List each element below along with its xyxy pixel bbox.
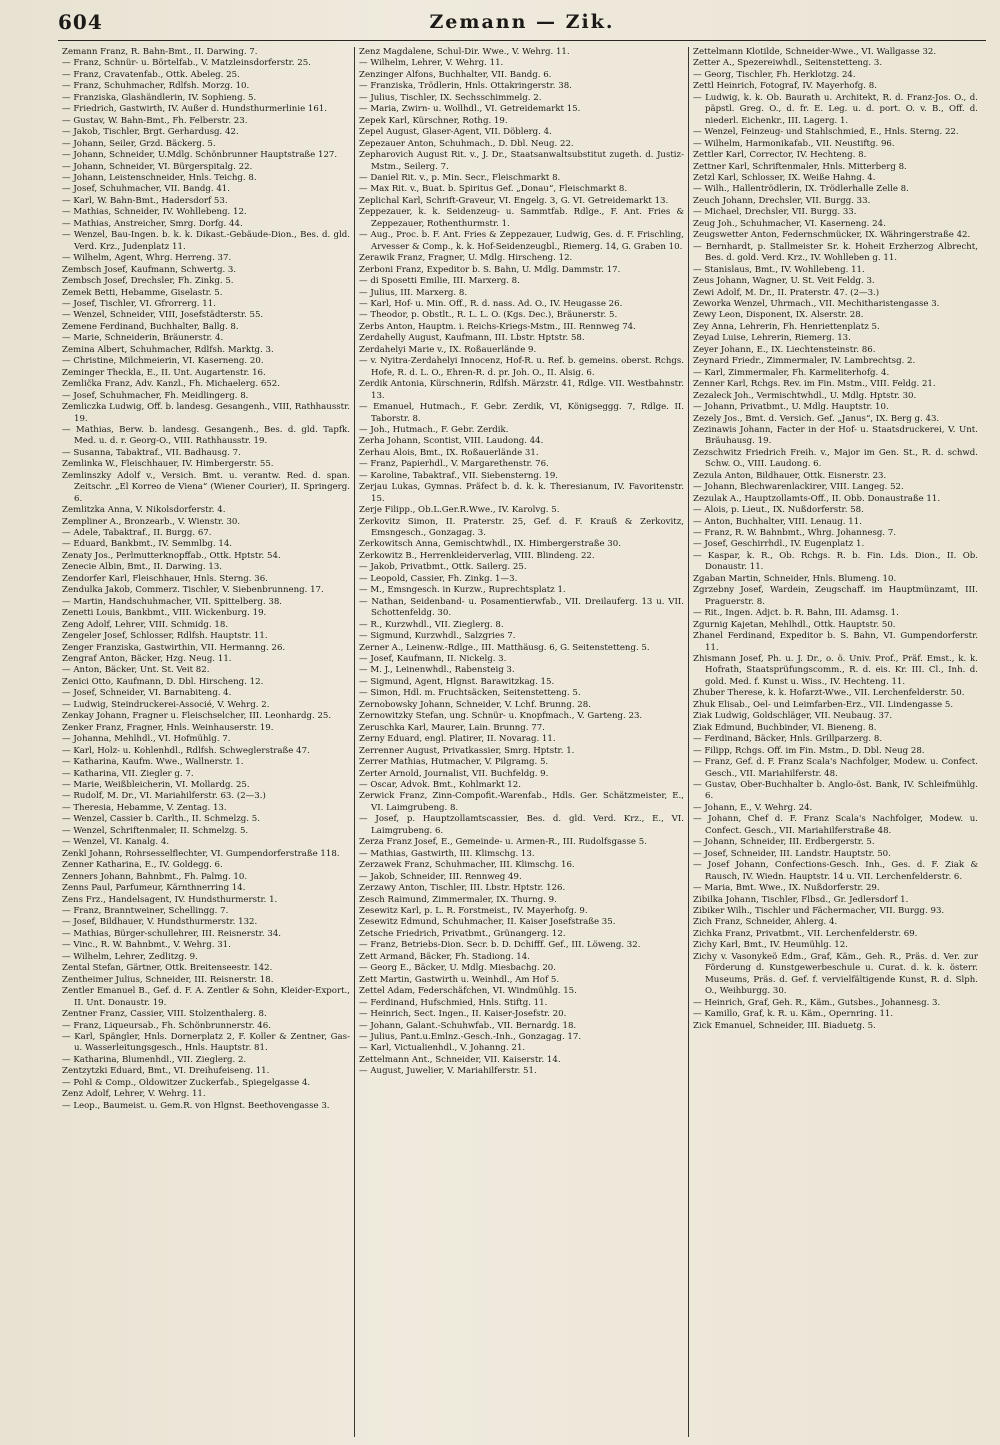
directory-entry: — Marie, Weißbleicherin, VI. Mollardg. 25.	[62, 780, 250, 790]
directory-entry: — Johann, Leistenschneider, Hnls. Teichg. 8.	[62, 172, 257, 183]
directory-entry: Zemina Albert, Schuhmacher, Rdlfsh. Marktg. 3.	[62, 344, 274, 355]
directory-entry: Zhanel Ferdinand, Expeditor b. S. Bahn, VI. Gumpendorferstr. 11.	[693, 631, 978, 653]
directory-entry: — Wenzel, VI. Kanalg. 4.	[62, 837, 170, 848]
directory-entry: — Ludwig, Steindruckerei-Associé, V. Wehrg. 2.	[62, 699, 270, 710]
directory-entry: — Johann, Schneider, III. Erdbergerstr. 5.	[693, 837, 875, 848]
directory-entry: — Franziska, Trödlerin, Hnls. Ottakringerstr. 38.	[359, 81, 572, 92]
directory-entry: Zichka Franz, Privatbmt., VII. Lerchenfelderstr. 69.	[693, 928, 918, 939]
directory-entry: — Franz, Schnür- u. Börtelfab., V. Matzleinsdorferstr. 25.	[62, 58, 311, 69]
directory-entry: — Josef, Geschirrhdl., IV. Eugenplatz 1.	[693, 539, 865, 550]
directory-entry: — Georg, Tischler, Fh. Herklotzg. 24.	[693, 69, 856, 80]
directory-entry: — Bernhardt, p. Stallmeister Sr. k. Hoheit Erzherzog Albrecht, Bes. d. gold. Verd. Krz., IV. Wohlleben g. 11.	[693, 241, 978, 264]
directory-entry: Zengeler Josef, Schlosser, Rdlfsh. Hauptstr. 11.	[62, 631, 268, 642]
directory-entry: — Josef, Kaufmann, II. Nickelg. 3.	[359, 654, 507, 665]
directory-entry: Zeugswetter Anton, Federnschmücker, IX. Währingerstraße 42.	[693, 230, 971, 241]
directory-entry: — Karl, Hof- u. Min. Off., R. d. nass. Ad. O., IV. Heugasse 26.	[359, 298, 623, 309]
running-head: Zemann — Zik.	[429, 11, 615, 33]
directory-entry: — Adele, Tabaktraf., II. Burgg. 67.	[62, 528, 212, 539]
directory-entry: — Franz, Schuhmacher, Rdlfsh. Morzg. 10.	[62, 81, 250, 92]
directory-entry: Zhismann Josef, Ph. u. J. Dr., o. ö. Univ. Prof., Präf. Emst., k. k. Hofrath, Staatsprüfungscomm., R. d. eis. Kr. III. Cl., Inh. d. gold. Med. f. Kunst u. Wiss., IV. Hechteng. 11.	[693, 654, 978, 687]
directory-entry: Ziak Ludwig, Goldschläger, VII. Neubaug. 37.	[693, 711, 893, 722]
directory-entry: Zesch Raimund, Zimmermaler, IX. Thurng. 9.	[359, 894, 557, 905]
directory-entry: — Karl, Victualienhdl., V. Johanng. 21.	[359, 1043, 526, 1054]
directory-entry: Zetsche Friedrich, Privatbmt., Grünangerg. 12.	[359, 928, 566, 939]
directory-entry: Zezinawis Johann, Facter in der Hof- u. Staatsdruckerei, V. Unt. Bräuhausg. 19.	[693, 424, 978, 447]
directory-entry: — Julius, III. Marxerg. 8.	[359, 287, 468, 298]
directory-entry: — Leop., Baumeist. u. Gem.R. von Hlgnst. Beethovengasse 3.	[62, 1100, 330, 1111]
directory-entry: — Jakob, Schneider, III. Rennweg 49.	[359, 871, 522, 882]
directory-entry: — Katharina, VII. Ziegler g. 7.	[62, 768, 194, 779]
directory-entry: — Jakob, Privatbmt., Ottk. Sailerg. 25.	[359, 562, 527, 573]
directory-entry: — Kaspar, k. R., Ob. Rchgs. R. b. Fin. Lds. Dion., II. Ob. Donaustr. 11.	[693, 550, 978, 573]
directory-entry: Zenaty Jos., Perlmutterknopffab., Ottk. Hptstr. 54.	[62, 550, 281, 561]
directory-entry: Zerje Filipp., Ob.L.Ger.R.Wwe., IV. Karolvg. 5.	[359, 505, 560, 516]
directory-entry: Zerdik Antonia, Kürschnerin, Rdlfsh. Märzstr. 41, Rdlge. VII. Westbahnstr. 13.	[359, 379, 684, 401]
directory-entry: — Franz, Papierhdl., V. Margarethenstr. 76.	[359, 459, 549, 470]
directory-entry: — Ferdinand, Hufschmied, Hnls. Stiftg. 11.	[359, 997, 548, 1008]
directory-column-3	[688, 47, 982, 1437]
directory-entry: — Filipp, Rchgs. Off. im Fin. Mstm., D. Dbl. Neug 28.	[693, 745, 925, 756]
directory-entry: — Josef, Bildhauer, V. Hundsthurmerstr. 132.	[62, 917, 258, 928]
directory-entry: Zeyad Luise, Lehrerin, Riemerg. 13.	[693, 333, 851, 344]
directory-entry: — Josef, Schneider, VI. Barnabiteng. 4.	[62, 688, 232, 699]
directory-entry: Zengraf Anton, Bäcker, Hzg. Neug. 11.	[62, 654, 232, 665]
directory-entry: — Karoline, Tabaktraf., VII. Siebensterng. 19.	[359, 470, 559, 481]
directory-entry: — R., Kurzwhdl., VII. Zieglerg. 8.	[359, 619, 504, 630]
directory-entry: Zemlička Franz, Adv. Kanzl., Fh. Michaelerg. 652.	[62, 379, 280, 390]
directory-entry: — Wilh., Hallentrödlerin, IX. Trödlerhalle Zelle 8.	[693, 184, 909, 195]
directory-entry: Zerny Eduard, engl. Platirer, II. Novarag. 11.	[359, 734, 556, 745]
directory-entry: Zeminger Theckla, E., II. Unt. Augartenstr. 16.	[62, 367, 266, 378]
directory-entry: — Mathias, Berw. b. landesg. Gesangenh., Bes. d. gld. Tapfk. Med. u. d. r. Georg-O., VIII. Rathhausstr. 19.	[62, 424, 350, 447]
directory-entry: — Franz, Branntweiner, Schellingg. 7.	[62, 905, 229, 916]
directory-entry: Zentner Franz, Cassier, VIII. Stolzenthalerg. 8.	[62, 1009, 267, 1020]
directory-entry: Zerkovitz Simon, II. Praterstr. 25, Gef. d. F. Krauß & Zerkovitz, Emsngesch., Gonzagag. 3.	[359, 516, 684, 539]
directory-entry: Zempliner A., Bronzearb., V. Wienstr. 30.	[62, 516, 241, 527]
directory-entry: Zichy v. Vasonykeö Edm., Graf, Käm., Geh. R., Präs. d. Ver. zur Förderung d. Kunstgewerbeschule u. Curat. d. k. k. österr. Museums, Präs. d. Gef. f. vervielfältigende Kunst, R. d. Slph. O., Weihburgg. 30.	[693, 951, 978, 997]
directory-entry: — Johann, Galant.-Schuhwfab., VII. Bernardg. 18.	[359, 1020, 577, 1031]
directory-entry: Zewi Adolf, M. Dr., II. Praterstr. 47. (2—3.)	[693, 287, 880, 298]
directory-entry: Zenz Adolf, Lehrer, V. Wehrg. 11.	[62, 1089, 206, 1100]
directory-entry: Zerawik Franz, Fragner, U. Mdlg. Hirscheng. 12.	[359, 253, 573, 264]
directory-entry: — Julius, Pant.u.Emlnz.-Gesch.-Inh., Gonzagag. 17.	[359, 1031, 582, 1042]
directory-entry: — Wilhelm, Lehrer, Zedlitzg. 9.	[62, 951, 198, 962]
directory-entry: — Franz, R. W. Bahnbmt., Whrg. Johannesg. 7.	[693, 528, 897, 539]
directory-entry: Zerrenner August, Privatkassier, Smrg. Hptstr. 1.	[359, 745, 575, 756]
directory-entry: Zentheimer Julius, Schneider, III. Reisnerstr. 18.	[62, 974, 274, 985]
directory-entry: Zezaleck Joh., Vermischtwhdl., U. Mdlg. Hptstr. 30.	[693, 390, 917, 401]
directory-entry: Zemlinka W., Fleischhauer, IV. Himbergerstr. 55.	[62, 459, 274, 470]
directory-entry: Zeng Adolf, Lehrer, VIII. Schmidg. 18.	[62, 619, 229, 630]
directory-entry: — Gustav, Ober-Buchhalter b. Anglo-öst. Bank, IV. Schleifmühlg. 6.	[693, 780, 978, 802]
directory-entry: — August, Juwelier, V. Mariahilferstr. 51.	[359, 1066, 537, 1077]
directory-entry: — Theresia, Hebamme, V. Zentag. 13.	[62, 802, 227, 813]
directory-entry: Zemlinszky Adolf v., Versich. Bmt. u. verantw. Red. d. span. Zeitschr. „El Korreo de Viena“ (Wiener Courier), II. Springerg. 6.	[62, 470, 350, 504]
directory-entry: Zick Emanuel, Schneider, III. Biaduetg. 5.	[693, 1020, 876, 1031]
directory-entry: Zezely Jos., Bmt. d. Versich. Gef. „Janus“, IX. Berg g. 43.	[693, 413, 940, 424]
directory-entry: — Maria, Zwirn- u. Wollhdl., VI. Getreidemarkt 15.	[359, 104, 581, 115]
directory-entry: Ziak Edmund, Buchbinder, VI. Bieneng. 8.	[693, 722, 877, 733]
directory-entry: Zettelmann Klotilde, Schneider-Wwe., VI. Wallgasse 32.	[693, 47, 937, 57]
directory-entry: Zerdahelyi Marie v., IX. Roßauerlände 9.	[359, 344, 537, 355]
directory-entry: Zenners Johann, Bahnbmt., Fh. Palmg. 10.	[62, 871, 248, 882]
directory-entry: Zeppezauer, k. k. Seidenzeug- u. Sammtfab. Rdlge., F. Ant. Fries & Zeppezauer, Rothenthurmstr. 1.	[359, 207, 684, 229]
directory-entry: Zgurnig Kajetan, Mehlhdl., Ottk. Hauptstr. 50.	[693, 619, 896, 630]
directory-entry: — Wilhelm, Agent, Whrg. Herreng. 37.	[62, 253, 232, 264]
directory-entry: Zens Frz., Handelsagent, IV. Hundsthurmerstr. 1.	[62, 894, 278, 905]
directory-entry: — Johann, Chef d. F. Franz Scala's Nachfolger, Modew. u. Confect. Gesch., VII. Mariahilferstraße 48.	[693, 814, 978, 836]
directory-entry: — Katharina, Kaufm. Wwe., Wallnerstr. 1.	[62, 757, 244, 768]
directory-entry: Zett Martin, Gastwirth u. Weinhdl., Am Hof 5.	[359, 974, 560, 985]
directory-entry: — Mathias, Schneider, IV. Wohllebeng. 12.	[62, 207, 247, 218]
directory-entry: Zeuch Johann, Drechsler, VII. Burgg. 33.	[693, 195, 871, 206]
directory-entry: — Josef, Schuhmacher, Fh. Meidlingerg. 8.	[62, 390, 249, 401]
directory-entry: — Josef, Tischler, VI. Gfrorrerg. 11.	[62, 298, 216, 309]
directory-entry: — M., Emsngesch. in Kurzw., Ruprechtsplatz 1.	[359, 585, 566, 596]
directory-entry: Zentler Emanuel B., Gef. d. F. A. Zentler & Sohn, Kleider-Export., II. Unt. Donaustr. 19.	[62, 986, 350, 1008]
directory-entry: — Wilhelm, Lehrer, V. Wehrg. 11.	[359, 58, 504, 69]
directory-entry: — Karl, W. Bahn-Bmt., Hadersdorf 53.	[62, 195, 228, 206]
directory-entry: Zerzawy Anton, Tischler, III. Lbstr. Hptstr. 126.	[359, 883, 566, 894]
directory-entry: — Emanuel, Hutmach., F. Gebr. Zerdik, VI, Königseggg. 7, Rdlge. II. Taborstr. 8.	[359, 402, 684, 424]
directory-entry: — Leopold, Cassier, Fh. Zinkg. 1—3.	[359, 573, 518, 584]
directory-entry: Zey Anna, Lehrerin, Fh. Henriettenplatz 5.	[693, 321, 880, 332]
directory-entry: Zesewitz Edmund, Schuhmacher, II. Kaiser Josefstraße 35.	[359, 917, 616, 928]
directory-entry: Zeruschka Karl, Maurer, Lain. Brunng. 77.	[359, 722, 545, 733]
directory-entry: — Max Rit. v., Buat. b. Spiritus Gef. „Donau“, Fleischmarkt 8.	[359, 184, 628, 195]
directory-entry: — Johann, E., V. Wehrg. 24.	[693, 802, 813, 813]
directory-entry: — Johann, Seiler, Grzd. Bäckerg. 5.	[62, 138, 216, 149]
directory-entry: — Martin, Handschuhmacher, VII. Spittelberg. 38.	[62, 596, 283, 607]
directory-entry: Zgrzebny Josef, Wardein, Zeugschaff. im Hauptmünzamt, III. Praguerstr. 8.	[693, 585, 978, 607]
directory-entry: Zemek Betti, Hebamme, Giselastr. 5.	[62, 287, 223, 298]
directory-entry: — Heinrich, Sect. Ingen., II. Kaiser-Josefstr. 20.	[359, 1009, 567, 1020]
directory-entry: — v. Nyitra-Zerdahelyi Innocenz, Hof-R. u. Ref. b. gemeins. oberst. Rchgs. Hofe, R. d. L. O., Ehren-R. d. pr. Joh. O., II. Alsig. 6.	[359, 356, 684, 378]
directory-entry: Zentzytzki Eduard, Bmt., VI. Dreihufeiseng. 11.	[62, 1066, 270, 1077]
directory-entry: Zerboni Franz, Expeditor b. S. Bahn, U. Mdlg. Dammstr. 17.	[359, 264, 621, 275]
directory-entry: — Rudolf, M. Dr., VI. Mariahilferstr. 63. (2—3.)	[62, 791, 266, 802]
directory-entry: Zenns Paul, Parfumeur, Kärnthnerring 14.	[62, 883, 246, 894]
directory-entry: Zepharovich August Rit. v., J. Dr., Staatsanwaltsubstitut zugeth. d. Justiz-Mstm., Seilerg. 7.	[359, 150, 684, 172]
directory-entry: — Mathias, Bürger-schullehrer, III. Reisnerstr. 34.	[62, 928, 282, 939]
directory-entry: Zenecie Albin, Bmt., II. Darwing. 13.	[62, 562, 223, 573]
directory-entry: Zgaban Martin, Schneider, Hnls. Blumeng. 10.	[693, 573, 897, 584]
directory-entry: — Mathias, Anstreicher, Smrg. Dorfg. 44.	[62, 218, 243, 229]
directory-entry: — Johanna, Mehlhdl., VI. Hofmühlg. 7.	[62, 734, 231, 745]
directory-entry: — Josef, Schneider, III. Landstr. Hauptstr. 50.	[693, 848, 891, 859]
directory-entry: Zettel Adam, Federschäfchen, VI. Windmühlg. 15.	[359, 986, 577, 997]
directory-entry: Zenger Franziska, Gastwirthin, VII. Hermanng. 26.	[62, 642, 286, 653]
directory-entry: — Oscar, Advok. Bmt., Kohlmarkt 12.	[359, 780, 521, 790]
directory-entry: Zetter A., Spezereiwhdl., Seitenstetteng. 3.	[693, 58, 883, 69]
directory-entry: Zerzawek Franz, Schuhmacher, III. Klimschg. 16.	[359, 860, 575, 871]
directory-columns	[58, 47, 986, 1437]
directory-entry: — Heinrich, Graf, Geh. R., Käm., Gutsbes., Johannesg. 3.	[693, 997, 941, 1008]
directory-entry: — Friedrich, Gastwirth, IV. Außer d. Hundsthurmerlinie 161.	[62, 104, 328, 115]
directory-entry: — Johann, Schneider, VI. Bürgerspitalg. 22.	[62, 161, 253, 172]
directory-entry: Zettler Karl, Corrector, IV. Hechteng. 8.	[693, 150, 867, 161]
directory-entry: Zerhau Alois, Bmt., IX. Roßauerlände 31.	[359, 447, 539, 458]
directory-entry: — Christine, Milchmeierin, VI. Kaserneng. 20.	[62, 356, 264, 367]
directory-entry: — Franziska, Glashändlerin, IV. Sophieng. 5.	[62, 92, 257, 103]
directory-entry: — Kamillo, Graf, k. R. u. Käm., Opernring. 11.	[693, 1009, 894, 1020]
directory-entry: — Vinc., R. W. Bahnbmt., V. Wehrg. 31.	[62, 940, 231, 951]
directory-entry: Zettner Karl, Schriftenmaler, Hnls. Mitterberg 8.	[693, 161, 907, 172]
directory-entry: Zendorfer Karl, Fleischhauer, Hnls. Sterng. 36.	[62, 573, 268, 584]
directory-entry: Zeynard Friedr., Zimmermaler, IV. Lambrechtsg. 2.	[693, 356, 916, 367]
directory-entry: — Wenzel, Schneider, VIII, Josefstädterstr. 55.	[62, 310, 264, 321]
directory-entry: Zhuk Elisab., Oel- und Leimfarben-Erz., VII. Lindengasse 5.	[693, 699, 954, 710]
directory-entry: — M. J., Leinenwhdl., Rabensteig 3.	[359, 665, 515, 676]
directory-entry: — Karl, Holz- u. Kohlenhdl., Rdlfsh. Schweglerstraße 47.	[62, 745, 310, 756]
directory-column-2	[354, 47, 688, 1437]
directory-entry: — Johann, Schneider, U.Mdlg. Schönbrunner Hauptstraße 127.	[62, 150, 338, 161]
directory-entry: Zerjau Lukas, Gymnas. Präfect b. d. k. k. Theresianum, IV. Favoritenstr. 15.	[359, 482, 684, 504]
directory-entry: — Alois, p. Lieut., IX. Nußdorferstr. 58.	[693, 505, 864, 516]
directory-entry: — Anton, Bäcker, Unt. St. Veit 82.	[62, 665, 210, 676]
directory-entry: Zesewitz Karl, p. L. R. Forstmeist., IV. Mayerhofg. 9.	[359, 905, 588, 916]
directory-entry: — Wenzel, Feinzeug- und Stahlschmied, E., Hnls. Sterng. 22.	[693, 127, 959, 138]
directory-entry: Zeyer Johann, E., IX. Liechtensteinstr. 86.	[693, 344, 876, 355]
directory-entry: Zenner Katharina, E., IV. Goldegg. 6.	[62, 860, 223, 871]
directory-entry: Zibiker Wilh., Tischler und Fächermacher, VII. Burgg. 93.	[693, 905, 945, 916]
directory-entry: Zembsch Josef, Drechsler, Fh. Zinkg. 5.	[62, 276, 234, 287]
directory-entry: Zenkl Johann, Rohrsesselflechter, VI. Gumpendorferstraße 118.	[62, 848, 340, 859]
directory-entry: Zerrer Mathias, Hutmacher, V. Pilgramg. 5.	[359, 757, 549, 768]
directory-entry: — Theodor, p. Obstlt., R. L. L. O. (Kgs. Dec.), Bräunerstr. 5.	[359, 310, 618, 321]
directory-entry: — Nathan, Seidenband- u. Posamentierwfab., VII. Dreilauferg. 13 u. VII. Schottenfeldg. 30.	[359, 596, 684, 619]
directory-entry: Zemlitzka Anna, V. Nikolsdorferstr. 4.	[62, 505, 226, 516]
directory-entry: Zenkay Johann, Fragner u. Fleischselcher, III. Leonhardg. 25.	[62, 711, 332, 722]
directory-entry: Zembsch Josef, Kaufmann, Schwertg. 3.	[62, 264, 237, 275]
directory-entry: Zerwick Franz, Zinn-Compofit.-Warenfab., Hdls. Ger. Schätzmeister, E., VI. Laimgrubeng. 8.	[359, 791, 684, 813]
directory-entry: — Karl, Zimmermaler, Fh. Karmeliterhofg. 4.	[693, 367, 890, 378]
directory-entry: — Daniel Rit. v., p. Min. Secr., Fleischmarkt 8.	[359, 172, 561, 183]
directory-entry: — Franz, Liqueursab., Fh. Schönbrunnerstr. 46.	[62, 1020, 271, 1031]
directory-entry: — Stanislaus, Bmt., IV. Wohllebeng. 11.	[693, 264, 865, 275]
directory-entry: Zemann Franz, R. Bahn-Bmt., II. Darwing. 7.	[62, 47, 258, 57]
directory-entry: — Eduard, Bankbmt., IV. Semmlbg. 14.	[62, 539, 233, 550]
directory-entry: Zernowitzky Stefan, ung. Schnür- u. Knopfmach., V. Garteng. 23.	[359, 711, 643, 722]
directory-entry: Zenetti Louis, Bankbmt., VIII. Wickenburg. 19.	[62, 608, 267, 619]
directory-entry: Zepel August, Glaser-Agent, VII. Döblerg. 4.	[359, 127, 552, 138]
directory-entry: Zetzl Karl, Schlosser, IX. Weiße Hahng. 4.	[693, 172, 876, 183]
directory-entry: — Josef, Schuhmacher, VII. Bandg. 41.	[62, 184, 230, 195]
directory-entry: Zeug Joh., Schuhmacher, VI. Kaserneng. 24.	[693, 218, 886, 229]
directory-entry: — Ludwig, k. k. Ob. Baurath u. Architekt, R. d. Franz-Jos. O., d. päpstl. Greg. O., d. fr. E. Leg. u. d. port. O. v. B., Off. d. niederl. Eichenkr., III. Lagerg. 1.	[693, 92, 978, 126]
directory-entry: Zerha Johann, Scontist, VIII. Laudong. 44.	[359, 436, 544, 447]
directory-entry: — Franz, Cravatenfab., Ottk. Abeleg. 25.	[62, 69, 240, 80]
directory-entry: Zewy Leon, Disponent, IX. Alserstr. 28.	[693, 310, 864, 321]
directory-entry: — Katharina, Blumenhdl., VII. Zieglerg. 2.	[62, 1054, 247, 1065]
directory-entry: Zendulka Jakob, Commerz. Tischler, V. Siebenbrunneng. 17.	[62, 585, 324, 596]
directory-entry: Zenz Magdalene, Schul-Dir. Wwe., V. Wehrg. 11.	[359, 47, 570, 57]
directory-entry: — Julius, Tischler, IX. Sechsschimmelg. 2.	[359, 92, 542, 103]
directory-entry: — Aug., Proc. b. F. Ant. Fries & Zeppezauer, Ludwig, Ges. d. F. Frischling, Arvesser & Comp., k. k. Hof-Seidenzeugbl., Riemerg. 14, G. Graben 10.	[359, 230, 684, 252]
directory-entry: Zerkowitz B., Herrenkleiderverlag, VIII. Blindeng. 22.	[359, 550, 595, 561]
directory-entry: Zenici Otto, Kaufmann, D. Dbl. Hirscheng. 12.	[62, 676, 264, 687]
directory-entry: — Wenzel, Bau-Ingen. b. k. k. Dikast.-Gebäude-Dion., Bes. d. gld. Verd. Krz., Judenplatz 11.	[62, 230, 350, 252]
directory-entry: Zerkowitsch Anna, Gemischtwhdl., IX. Himbergerstraße 30.	[359, 539, 621, 550]
directory-entry: Zental Stefan, Gärtner, Ottk. Breitenseestr. 142.	[62, 963, 273, 974]
directory-entry: — Mathias, Gastwirth, III. Klimschg. 13.	[359, 848, 535, 859]
directory-entry: — Simon, Hdl. m. Fruchtsäcken, Seitenstetteng. 5.	[359, 688, 581, 699]
directory-entry: — Maria, Bmt. Wwe., IX. Nußdorferstr. 29.	[693, 883, 880, 894]
directory-entry: Zezula Anton, Bildhauer, Ottk. Eisnerstr. 23.	[693, 470, 887, 481]
directory-entry: Zeus Johann, Wagner, U. St. Veit Feldg. 3.	[693, 276, 875, 287]
directory-entry: Zerbs Anton, Hauptm. i. Reichs-Kriegs-Mstm., III. Rennweg 74.	[359, 321, 636, 332]
directory-entry: Zenzinger Alfons, Buchhalter, VII. Bandg. 6.	[359, 69, 552, 80]
directory-entry: — Franz, Betriebs-Dion. Secr. b. D. Dchifff. Gef., III. Löweng. 32.	[359, 940, 641, 951]
directory-entry: Zichy Karl, Bmt., IV. Heumühlg. 12.	[693, 940, 848, 951]
directory-entry: Zepezauer Anton, Schuhmach., D. Dbl. Neug. 22.	[359, 138, 574, 149]
directory-entry: — Jakob, Tischler, Brgt. Gerhardusg. 42.	[62, 127, 239, 138]
directory-entry: — Josef, p. Hauptzollamtscassier, Bes. d. gld. Verd. Krz., E., VI. Laimgrubeng. 6.	[359, 814, 684, 836]
directory-entry: — Franz, Gef. d. F. Franz Scala's Nachfolger, Modew. u. Confect. Gesch., VII. Mariahilferstr. 48.	[693, 757, 978, 779]
directory-entry: — Karl, Spängler, Hnls. Dornerplatz 2, F. Koller & Zentner, Gas- u. Wasserleitungsgesch., Hnls. Hauptstr. 81.	[62, 1031, 350, 1054]
directory-entry: — Gustav, W. Bahn-Bmt., Fh. Felberstr. 23.	[62, 115, 248, 126]
directory-entry: — Pohl & Comp., Oldowitzer Zuckerfab., Spiegelgasse 4.	[62, 1077, 311, 1088]
directory-entry: — Wilhelm, Harmonikafab., VII. Neustiftg. 96.	[693, 138, 895, 149]
directory-entry: — Wenzel, Cassier b. Carlth., II. Schmelzg. 5.	[62, 814, 260, 825]
directory-entry: — Joh., Hutmach., F. Gebr. Zerdik.	[359, 424, 509, 435]
directory-entry: Zich Franz, Schneider, Ahlerg. 4.	[693, 917, 838, 928]
directory-entry: — Anton, Buchhalter, VIII. Lenaug. 11.	[693, 516, 862, 527]
directory-entry: Zett Armand, Bäcker, Fh. Stadiong. 14.	[359, 951, 530, 962]
directory-entry: — Sigmund, Kurzwhdl., Salzgries 7.	[359, 631, 516, 642]
directory-entry: — Johann, Privatbmt., U. Mdlg. Hauptstr. 10.	[693, 402, 889, 413]
directory-entry: Zemliczka Ludwig, Off. b. landesg. Gesangenh., VIII, Rathhausstr. 19.	[62, 402, 350, 424]
directory-entry: Zepek Karl, Kürschner, Rothg. 19.	[359, 115, 508, 126]
page-header	[58, 6, 986, 41]
directory-entry: Zeworka Wenzel, Uhrmach., VII. Mechitharistengasse 3.	[693, 298, 940, 309]
directory-entry: — Sigmund, Agent, Hlgnst. Barawitzkag. 15.	[359, 676, 555, 687]
directory-entry: Zeplichal Karl, Schrift-Graveur, VI. Engelg. 3, G. VI. Getreidemarkt 13.	[359, 195, 669, 206]
directory-entry: Zettelmann Ant., Schneider, VII. Kaiserstr. 14.	[359, 1054, 561, 1065]
directory-entry: — Wenzel, Schriftenmaler, II. Schmelzg. 5.	[62, 825, 249, 836]
directory-entry: Zernobowsky Johann, Schneider, V. Lchf. Brunng. 28.	[359, 699, 591, 710]
directory-entry: Zenner Karl, Rchgs. Rev. im Fin. Mstm., VIII. Feldg. 21.	[693, 379, 936, 390]
directory-entry: — Johann, Blechwarenlackirer, VIII. Langeg. 52.	[693, 482, 904, 493]
directory-entry: Zenker Franz, Fragner, Hnls. Weinhauserstr. 19.	[62, 722, 274, 733]
directory-entry: Zezschwitz Friedrich Freih. v., Major im Gen. St., R. d. schwd. Schw. O., VIII. Laudong. 6.	[693, 447, 978, 470]
directory-entry: Zhuber Therese, k. k. Hofarzt-Wwe., VII. Lerchenfelderstr. 50.	[693, 688, 965, 699]
directory-entry: — Marie, Schneiderin, Bräunerstr. 4.	[62, 333, 224, 344]
directory-column-1	[58, 47, 354, 1437]
directory-entry: — Michael, Drechsler, VII. Burgg. 33.	[693, 207, 857, 218]
directory-entry: — Josef Johann, Confections-Gesch. Inh., Ges. d. F. Ziak & Rausch, IV. Wiedn. Hauptstr. 14 u. VII. Lerchenfelderstr. 6.	[693, 860, 978, 882]
directory-entry: — di Sposetti Emilie, III. Marxerg. 8.	[359, 276, 520, 287]
directory-entry: Zerter Arnold, Journalist, VII. Buchfeldg. 9.	[359, 768, 549, 779]
directory-entry: Zibilka Johann, Tischler, Flbsd., Gr. Jedlersdorf 1.	[693, 894, 909, 905]
directory-entry: Zerza Franz Josef, E., Gemeinde- u. Armen-R., III. Rudolfsgasse 5.	[359, 837, 647, 848]
directory-entry: — Rit., Ingen. Adjct. b. R. Bahn, III. Adamsg. 1.	[693, 608, 899, 619]
directory-entry: Zerner A., Leinenw.-Rdlge., III. Matthäusg. 6, G. Seitenstetteng. 5.	[359, 642, 650, 653]
directory-entry: Zezulak A., Hauptzollamts-Off., II. Obb. Donaustraße 11.	[693, 493, 941, 504]
directory-entry: Zettl Heinrich, Fotograf, IV. Mayerhofg. 8.	[693, 81, 877, 92]
page-number: 604	[58, 10, 103, 34]
directory-entry: — Ferdinand, Bäcker, Hnls. Grillparzerg. 8.	[693, 734, 883, 745]
directory-entry: — Susanna, Tabaktraf., VII. Badhausg. 7.	[62, 447, 241, 458]
directory-entry: — Georg E., Bäcker, U. Mdlg. Miesbachg. 20.	[359, 963, 557, 974]
directory-entry: Zerdahelly August, Kaufmann, III. Lbstr. Hptstr. 58.	[359, 333, 585, 344]
directory-entry: Zemene Ferdinand, Buchhalter, Ballg. 8.	[62, 321, 239, 332]
